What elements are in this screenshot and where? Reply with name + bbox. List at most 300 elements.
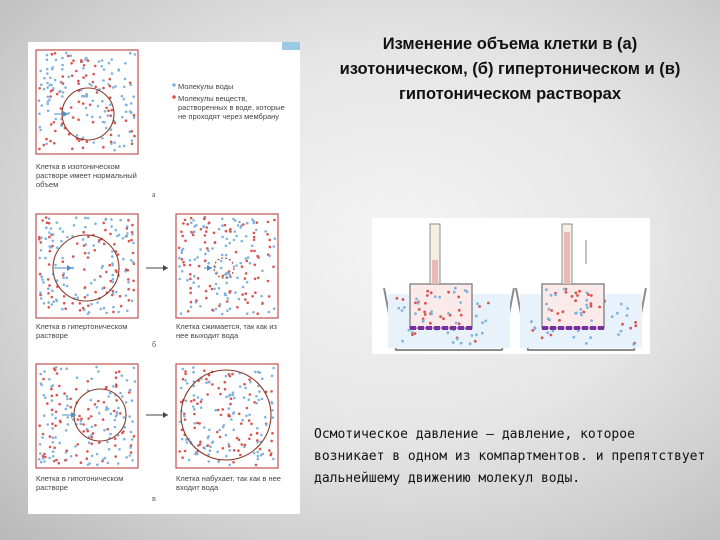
box-shrunk-dot bbox=[245, 272, 248, 275]
box-swollen-dot bbox=[244, 444, 247, 447]
box-hypertonic-dot bbox=[112, 311, 115, 314]
vessel-left-outer-dot bbox=[487, 302, 490, 305]
box-isotonic-dot bbox=[47, 100, 50, 103]
box-isotonic-dot bbox=[107, 114, 110, 117]
box-hypertonic-dot bbox=[108, 264, 111, 267]
box-hypotonic-dot bbox=[52, 450, 55, 453]
box-swollen-dot bbox=[207, 444, 210, 447]
box-isotonic-dot bbox=[55, 118, 58, 121]
box-shrunk-dot bbox=[186, 279, 189, 282]
box-swollen-dot bbox=[228, 464, 231, 467]
box-hypertonic-dot bbox=[126, 232, 129, 235]
box-hypertonic-dot bbox=[126, 227, 129, 230]
box-hypertonic-dot bbox=[66, 236, 69, 239]
box-isotonic-dot bbox=[131, 139, 134, 142]
box-hypertonic-dot bbox=[131, 300, 134, 303]
box-isotonic-dot bbox=[70, 106, 73, 109]
vessel-right-inner-dot bbox=[582, 311, 585, 314]
legend-solute-marker bbox=[172, 95, 176, 99]
box-shrunk-dot bbox=[242, 286, 245, 289]
box-hypotonic-dot bbox=[87, 408, 90, 411]
box-isotonic-dot bbox=[43, 88, 46, 91]
box-swollen-dot bbox=[256, 439, 259, 442]
box-shrunk-dot bbox=[229, 242, 232, 245]
box-swollen-dot bbox=[249, 393, 252, 396]
box-swollen-dot bbox=[240, 422, 243, 425]
label-isotonic: Клетка в изотоническом растворе имеет нормальный объем bbox=[36, 162, 137, 189]
box-hypertonic-dot bbox=[84, 286, 87, 289]
box-hypotonic-dot bbox=[86, 457, 89, 460]
vessel-left-inner-dot bbox=[458, 309, 461, 312]
vessel-right-outer-dot bbox=[620, 330, 623, 333]
box-hypertonic-dot bbox=[52, 233, 55, 236]
box-isotonic-dot bbox=[123, 86, 126, 89]
box-isotonic-dot bbox=[97, 105, 100, 108]
box-isotonic-dot bbox=[88, 83, 91, 86]
box-shrunk-dot bbox=[195, 299, 198, 302]
box-hypotonic-dot bbox=[94, 403, 97, 406]
box-shrunk-dot bbox=[254, 278, 257, 281]
box-isotonic-dot bbox=[78, 101, 81, 104]
box-shrunk-dot bbox=[272, 266, 275, 269]
box-hypertonic-dot bbox=[48, 236, 51, 239]
box-hypertonic-dot bbox=[119, 219, 122, 222]
box-shrunk-dot bbox=[224, 292, 227, 295]
box-isotonic-dot bbox=[121, 116, 124, 119]
label-hypertonic: Клетка в гипертоническом растворе bbox=[36, 322, 128, 340]
box-hypotonic-dot bbox=[58, 442, 61, 445]
box-swollen-dot bbox=[231, 373, 234, 376]
box-shrunk-dot bbox=[204, 253, 207, 256]
box-hypertonic-dot bbox=[63, 302, 66, 305]
box-shrunk-dot bbox=[221, 218, 224, 221]
box-hypotonic-dot bbox=[38, 458, 41, 461]
box-shrunk-dot bbox=[190, 217, 193, 220]
box-swollen-dot bbox=[186, 441, 189, 444]
box-isotonic-dot bbox=[38, 112, 41, 115]
box-hypertonic-dot bbox=[45, 226, 48, 229]
box-hypotonic-dot bbox=[69, 398, 72, 401]
box-hypertonic-dot bbox=[130, 239, 133, 242]
vessel-right-inner bbox=[542, 284, 604, 328]
box-hypertonic-dot bbox=[86, 294, 89, 297]
transition-arrow-c-head bbox=[163, 412, 168, 418]
box-shrunk-dot bbox=[211, 309, 214, 312]
box-hypotonic-dot bbox=[66, 395, 69, 398]
box-hypotonic-dot bbox=[118, 448, 121, 451]
box-swollen-dot bbox=[203, 369, 206, 372]
box-hypotonic-dot bbox=[70, 406, 73, 409]
box-hypotonic-dot bbox=[97, 370, 100, 373]
box-hypertonic-dot bbox=[63, 295, 66, 298]
box-hypotonic-dot bbox=[42, 378, 45, 381]
box-swollen-dot bbox=[258, 399, 261, 402]
box-shrunk-dot bbox=[178, 257, 181, 260]
box-hypotonic-dot bbox=[90, 443, 93, 446]
box-shrunk-dot bbox=[254, 264, 257, 267]
vessel-left-inner-dot bbox=[418, 308, 421, 311]
box-shrunk-dot bbox=[246, 260, 249, 263]
label-swell: Клетка набухает, так как в нее входит вода bbox=[176, 474, 281, 492]
vessel-left-outer-dot bbox=[478, 305, 481, 308]
box-swollen-dot bbox=[257, 458, 260, 461]
box-shrunk-dot bbox=[251, 295, 254, 298]
box-hypotonic-dot bbox=[98, 412, 101, 415]
box-swollen-dot bbox=[183, 415, 186, 418]
box-isotonic-dot bbox=[38, 148, 41, 151]
vessel-right-outer-dot bbox=[550, 334, 553, 337]
box-hypertonic-dot bbox=[122, 258, 125, 261]
box-hypotonic-dot bbox=[82, 423, 85, 426]
box-isotonic-dot bbox=[49, 77, 52, 80]
box-shrunk-dot bbox=[208, 221, 211, 224]
box-hypertonic-dot bbox=[73, 224, 76, 227]
box-shrunk-dot bbox=[254, 291, 257, 294]
box-hypotonic-dot bbox=[117, 407, 120, 410]
box-hypotonic-dot bbox=[115, 411, 118, 414]
box-hypotonic-dot bbox=[39, 443, 42, 446]
box-isotonic-dot bbox=[111, 109, 114, 112]
box-hypertonic-dot bbox=[84, 252, 87, 255]
box-hypotonic-dot bbox=[43, 394, 46, 397]
box-hypertonic-dot bbox=[132, 280, 135, 283]
box-hypertonic-dot bbox=[51, 245, 54, 248]
box-isotonic-dot bbox=[50, 84, 53, 87]
box-isotonic-dot bbox=[118, 134, 121, 137]
box-hypotonic-dot bbox=[118, 370, 121, 373]
box-hypotonic-dot bbox=[52, 441, 55, 444]
box-shrunk-dot bbox=[253, 239, 256, 242]
vessel-left-inner-dot bbox=[424, 302, 427, 305]
box-swollen-dot bbox=[261, 377, 264, 380]
box-hypotonic-dot bbox=[92, 432, 95, 435]
box-hypotonic-dot bbox=[96, 464, 99, 467]
box-swollen-dot bbox=[270, 401, 273, 404]
box-swollen-dot bbox=[211, 383, 214, 386]
box-swollen-dot bbox=[248, 419, 251, 422]
box-hypotonic-dot bbox=[104, 457, 107, 460]
vessel-left-inner-dot bbox=[453, 291, 456, 294]
box-shrunk-dot bbox=[206, 247, 209, 250]
box-hypotonic-dot bbox=[117, 462, 120, 465]
box-swollen-dot bbox=[201, 398, 204, 401]
box-isotonic-dot bbox=[123, 145, 126, 148]
vessel-left-outer-dot bbox=[460, 342, 463, 345]
box-hypotonic-dot bbox=[115, 371, 118, 374]
box-shrunk-dot bbox=[178, 265, 181, 268]
box-swollen-dot bbox=[258, 390, 261, 393]
box-hypotonic-dot bbox=[77, 418, 80, 421]
box-hypotonic-dot bbox=[78, 415, 81, 418]
box-shrunk-dot bbox=[200, 228, 203, 231]
box-shrunk-dot bbox=[189, 259, 192, 262]
vessel-left-outer-dot bbox=[452, 341, 455, 344]
box-hypotonic-dot bbox=[114, 444, 117, 447]
box-swollen-dot bbox=[182, 378, 185, 381]
vessel-left-inner-dot bbox=[459, 301, 462, 304]
box-shrunk-dot bbox=[264, 230, 267, 233]
box-isotonic-dot bbox=[43, 77, 46, 80]
box-hypotonic-dot bbox=[55, 411, 58, 414]
box-swollen-dot bbox=[193, 399, 196, 402]
box-hypotonic-dot bbox=[82, 430, 85, 433]
box-hypertonic-dot bbox=[87, 235, 90, 238]
box-isotonic-dot bbox=[132, 95, 135, 98]
box-hypertonic-dot bbox=[101, 287, 104, 290]
box-hypertonic-dot bbox=[127, 269, 130, 272]
box-isotonic-dot bbox=[61, 123, 64, 126]
box-isotonic-dot bbox=[86, 141, 89, 144]
box-isotonic-dot bbox=[103, 68, 106, 71]
box-shrunk-dot bbox=[235, 235, 238, 238]
box-swollen-dot bbox=[203, 426, 206, 429]
box-hypotonic-dot bbox=[123, 438, 126, 441]
vessel-left-inner-dot bbox=[417, 302, 420, 305]
box-isotonic-dot bbox=[67, 76, 70, 79]
box-swollen-dot bbox=[206, 393, 209, 396]
box-hypotonic-dot bbox=[113, 410, 116, 413]
vessel-right-inner-dot bbox=[590, 302, 593, 305]
box-hypotonic-dot bbox=[55, 366, 58, 369]
box-isotonic-dot bbox=[85, 107, 88, 110]
box-shrunk-dot bbox=[256, 221, 259, 224]
box-hypotonic-dot bbox=[63, 392, 66, 395]
box-hypotonic-dot bbox=[59, 421, 62, 424]
vessel-left-outer-dot bbox=[401, 340, 404, 343]
vessel-right-inner-dot bbox=[547, 308, 550, 311]
box-swollen-dot bbox=[230, 397, 233, 400]
box-hypotonic-dot bbox=[48, 457, 51, 460]
box-isotonic-dot bbox=[89, 104, 92, 107]
box-isotonic-dot bbox=[47, 110, 50, 113]
box-hypotonic-dot bbox=[42, 455, 45, 458]
box-hypertonic-dot bbox=[52, 301, 55, 304]
box-shrunk-dot bbox=[221, 313, 224, 316]
box-isotonic-dot bbox=[45, 138, 48, 141]
box-isotonic-dot bbox=[47, 96, 50, 99]
box-hypertonic-dot bbox=[128, 299, 131, 302]
box-swollen-dot bbox=[237, 449, 240, 452]
vessel-right-inner-dot bbox=[590, 305, 593, 308]
vessel-right-inner-dot bbox=[586, 291, 589, 294]
box-shrunk-dot bbox=[214, 241, 217, 244]
vessel-left-inner bbox=[410, 284, 472, 328]
vessel-left-outer-dot bbox=[402, 298, 405, 301]
box-swollen-dot bbox=[229, 375, 232, 378]
box-isotonic-dot bbox=[87, 59, 90, 62]
box-swollen-dot bbox=[225, 434, 228, 437]
box-hypertonic-dot bbox=[111, 262, 114, 265]
box-isotonic-dot bbox=[61, 57, 64, 60]
box-isotonic-dot bbox=[92, 100, 95, 103]
vessel-right-outer-dot bbox=[572, 336, 575, 339]
box-hypertonic-dot bbox=[126, 235, 129, 238]
box-isotonic-dot bbox=[125, 104, 128, 107]
box-shrunk-dot bbox=[266, 233, 269, 236]
box-hypertonic-dot bbox=[46, 221, 49, 224]
vessel-right-outer-dot bbox=[626, 307, 629, 310]
vessel-left-inner-dot bbox=[460, 314, 463, 317]
box-swollen-dot bbox=[222, 447, 225, 450]
box-swollen-dot bbox=[224, 388, 227, 391]
box-swollen-dot bbox=[200, 406, 203, 409]
box-hypertonic-dot bbox=[127, 219, 130, 222]
box-hypertonic-dot bbox=[40, 237, 43, 240]
vessel-left-outer-dot bbox=[469, 342, 472, 345]
box-hypertonic-dot bbox=[50, 227, 53, 230]
box-isotonic-dot bbox=[46, 58, 49, 61]
vessel-right-outer-dot bbox=[616, 312, 619, 315]
box-hypotonic-dot bbox=[56, 394, 59, 397]
vessel-right-outer-dot bbox=[634, 321, 637, 324]
box-hypotonic-dot bbox=[42, 457, 45, 460]
box-swollen-dot bbox=[184, 450, 187, 453]
box-swollen-dot bbox=[183, 413, 186, 416]
box-hypotonic-dot bbox=[98, 442, 101, 445]
box-hypotonic-dot bbox=[96, 453, 99, 456]
box-hypertonic-dot bbox=[51, 296, 54, 299]
box-shrunk-dot bbox=[269, 246, 272, 249]
box-shrunk-dot bbox=[255, 229, 258, 232]
box-hypotonic-dot bbox=[70, 455, 73, 458]
box-hypotonic-dot bbox=[60, 368, 63, 371]
box-swollen-dot bbox=[228, 395, 231, 398]
box-shrunk-dot bbox=[182, 222, 185, 225]
box-hypotonic-dot bbox=[74, 445, 77, 448]
box-isotonic-dot bbox=[55, 59, 58, 62]
box-hypertonic-dot bbox=[132, 242, 135, 245]
box-hypertonic-dot bbox=[105, 271, 108, 274]
box-hypertonic-dot bbox=[48, 245, 51, 248]
box-shrunk-dot bbox=[216, 292, 219, 295]
box-shrunk-dot bbox=[227, 297, 230, 300]
box-swollen-dot bbox=[272, 458, 275, 461]
box-hypertonic-dot bbox=[56, 246, 59, 249]
box-swollen-dot bbox=[193, 413, 196, 416]
box-isotonic-dot bbox=[133, 135, 136, 138]
box-hypertonic-dot bbox=[103, 243, 106, 246]
box-hypotonic-dot bbox=[76, 443, 79, 446]
vessel-right-inner-dot bbox=[556, 312, 559, 315]
box-swollen-dot bbox=[196, 453, 199, 456]
box-swollen-dot bbox=[179, 421, 182, 424]
box-shrunk-dot bbox=[256, 312, 259, 315]
box-isotonic-dot bbox=[46, 72, 49, 75]
box-hypertonic-dot bbox=[82, 238, 85, 241]
box-hypotonic-dot bbox=[55, 459, 58, 462]
box-shrunk-dot bbox=[244, 298, 247, 301]
box-isotonic-dot bbox=[98, 60, 101, 63]
box-swollen-dot bbox=[256, 427, 259, 430]
box-isotonic-dot bbox=[46, 86, 49, 89]
box-hypotonic-dot bbox=[103, 429, 106, 432]
box-swollen-dot bbox=[228, 449, 231, 452]
box-hypotonic-dot bbox=[53, 446, 56, 449]
box-hypertonic-dot bbox=[40, 275, 43, 278]
vessel-right-inner-dot bbox=[548, 319, 551, 322]
box-hypertonic-dot bbox=[88, 311, 91, 314]
box-swollen-dot bbox=[239, 385, 242, 388]
vessel-right-inner-dot bbox=[545, 303, 548, 306]
box-hypertonic-dot bbox=[45, 216, 48, 219]
vessel-right-outer-dot bbox=[621, 323, 624, 326]
box-isotonic-dot bbox=[62, 82, 65, 85]
box-swollen-dot bbox=[208, 460, 211, 463]
box-hypotonic-dot bbox=[110, 413, 113, 416]
box-shrunk-dot bbox=[181, 258, 184, 261]
box-swollen-dot bbox=[250, 423, 253, 426]
box-shrunk-dot bbox=[207, 262, 210, 265]
box-swollen-dot bbox=[255, 464, 258, 467]
box-hypotonic-dot bbox=[75, 388, 78, 391]
label-shrink: Клетка сжимается, так как из нее выходит вода bbox=[176, 322, 277, 340]
box-hypertonic-dot bbox=[87, 217, 90, 220]
box-hypotonic-dot bbox=[51, 395, 54, 398]
box-isotonic-dot bbox=[92, 81, 95, 84]
box-hypertonic-dot bbox=[72, 255, 75, 258]
box-isotonic-dot bbox=[39, 70, 42, 73]
box-isotonic-dot bbox=[38, 87, 41, 90]
box-shrunk-dot bbox=[204, 241, 207, 244]
box-hypertonic-dot bbox=[112, 278, 115, 281]
box-shrunk-dot bbox=[196, 256, 199, 259]
box-shrunk-dot bbox=[178, 247, 181, 250]
box-hypotonic-dot bbox=[114, 419, 117, 422]
box-hypotonic-dot bbox=[107, 462, 110, 465]
box-shrunk-dot bbox=[184, 219, 187, 222]
box-hypotonic-dot bbox=[41, 436, 44, 439]
box-hypertonic-dot bbox=[119, 295, 122, 298]
box-shrunk-dot bbox=[235, 264, 238, 267]
box-hypotonic-dot bbox=[58, 385, 61, 388]
box-hypotonic-dot bbox=[115, 383, 118, 386]
box-shrunk-dot bbox=[181, 251, 184, 254]
vessel-left-inner-dot bbox=[438, 296, 441, 299]
box-hypotonic-dot bbox=[109, 433, 112, 436]
vessel-left-inner-dot bbox=[429, 322, 432, 325]
box-hypotonic-dot bbox=[129, 454, 132, 457]
box-shrunk-dot bbox=[190, 231, 193, 234]
box-isotonic-dot bbox=[92, 73, 95, 76]
vessel-right-inner-dot bbox=[575, 292, 578, 295]
box-hypertonic-dot bbox=[47, 278, 50, 281]
box-hypertonic-dot bbox=[128, 240, 131, 243]
box-shrunk-dot bbox=[226, 238, 229, 241]
box-hypotonic-dot bbox=[65, 367, 68, 370]
box-hypertonic-dot bbox=[104, 229, 107, 232]
vessel-right-outer-dot bbox=[626, 314, 629, 317]
box-hypertonic-dot bbox=[115, 229, 118, 232]
box-shrunk-dot bbox=[252, 311, 255, 314]
vessel-right-inner-dot bbox=[586, 306, 589, 309]
box-isotonic-dot bbox=[62, 91, 65, 94]
box-isotonic-dot bbox=[124, 78, 127, 81]
box-shrunk-dot bbox=[197, 277, 200, 280]
box-hypotonic-dot bbox=[80, 418, 83, 421]
box-shrunk-dot bbox=[241, 293, 244, 296]
box-shrunk-dot bbox=[273, 245, 276, 248]
box-hypertonic-dot bbox=[61, 308, 64, 311]
box-hypertonic-dot bbox=[125, 294, 128, 297]
box-hypotonic-dot bbox=[129, 446, 132, 449]
box-hypotonic-dot bbox=[109, 392, 112, 395]
box-shrunk-dot bbox=[246, 281, 249, 284]
box-shrunk-dot bbox=[204, 259, 207, 262]
box-hypertonic-dot bbox=[132, 252, 135, 255]
box-hypotonic-dot bbox=[130, 451, 133, 454]
box-isotonic-dot bbox=[83, 64, 86, 67]
box-hypotonic-dot bbox=[46, 402, 49, 405]
